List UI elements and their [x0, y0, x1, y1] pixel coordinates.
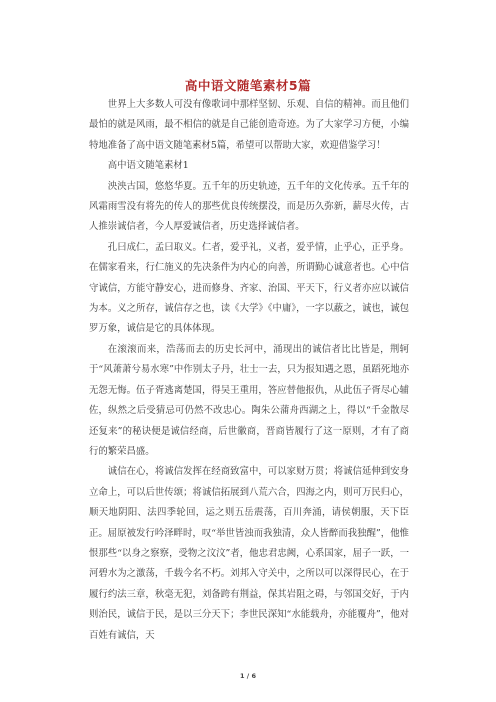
body-paragraph: 泱泱古国，悠悠华夏。五千年的历史轨迹，五千年的文化传承。五千年的风霜雨雪没有将先的传人的那些优良传统摆没，而是历久弥新，薪尽火传，古人推崇诚信者，今人厚爱诚信者，历史选择诚信者。: [89, 180, 409, 233]
body-paragraph: 孔曰成仁，孟曰取义。仁者，爱乎礼，义者，爱乎情，止乎心，正乎身。在儒家看来，行仁施义的先决条件为内心的向善，所谓勤心诚意者也。心中信守诚信，方能守静安心，进而修身、齐家、治国、平天下，行义者亦应以诚信为本。义之所存，诚信存之也，读《大学》《中庸》，一字以蔽之，诚也，诚包罗万象，诚信是它的具体体现。: [89, 241, 409, 335]
document-title: 高中语文随笔素材5篇: [184, 78, 312, 93]
intro-paragraph: 世界上大多数人可没有像歌词中那样坚韧、乐观、自信的精神。而且他们最怕的就是风雨，最不相信的就是自己能创造奇迹。为了大家学习方便，小编特地准备了高中语文随笔素材5篇，希望可以帮助大家，欢迎借鉴学习！: [89, 99, 409, 151]
section-heading: 高中语文随笔素材1: [107, 160, 189, 172]
page-indicator: 1 / 6: [240, 672, 256, 680]
body-paragraph: 诚信在心，将诚信发挥在经商致富中，可以家财万贯；将诚信延伸到安身立命上，可以后世传颂；将诚信拓展到八荒六合，四海之内，则可万民归心，顺天地阴阳、法四季轮回，运之则五岳震荡，百川奔涌，请侯朝服，天下臣正。屈原被发行吟泽畔时，叹“举世皆浊而我独清，众人皆醉而我独醒”，他惟恨那些“以身之察察，受物之汶汶”者，他忠君忠阙，心系国家，屈子一跃，一河碧水为之激荡，千载今名不朽。刘邦入守关中，之所以可以深得民心，在于履行约法三章，秋毫无犯，刘备跨有荆益，保其岩阻之碍，与邻国交好，于内则治民，诚信于民，是以三分天下；李世民深知“水能载舟，亦能覆舟”，他对百姓有诚信，天: [89, 466, 409, 641]
body-paragraph: 在滚滚而来，浩荡而去的历史长河中，涌现出的诚信者比比皆是，荆轲于“风萧萧兮易水寒”中作别太子丹，壮士一去，只为报知遇之恩，虽蹈死地亦无怨无悔。伍子胥逃离楚国，得吴王重用，答应替他报仇，从此伍子胥尽心辅佐，纵然之后受猜忌可仍然不改忠心。陶朱公蒲舟西湖之上，得以“千金散尽还复来”的秘诀便是诚信经商，后世徽商，晋商皆履行了这一原则，才有了商行的繁荣昌盛。: [89, 343, 409, 457]
document-body: [89, 95, 409, 646]
